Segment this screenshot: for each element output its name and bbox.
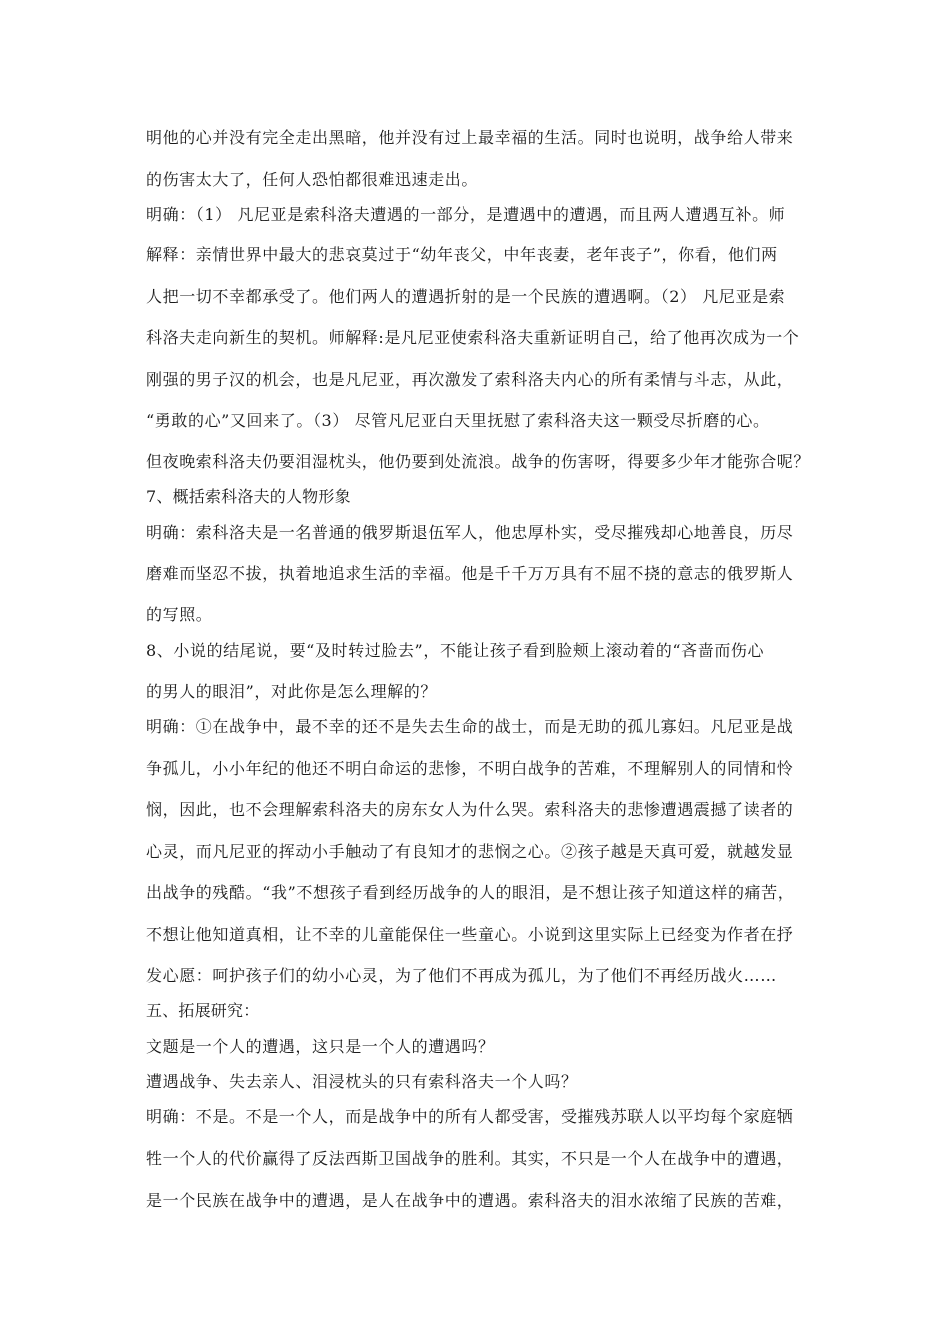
text-line: 出战争的残酷。“我”不想孩子看到经历战争的人的眼泪，是不想让孩子知道这样的痛苦，	[146, 883, 795, 902]
text-line: 遭遇战争、失去亲人、泪浸枕头的只有索科洛夫一个人吗？	[146, 1072, 578, 1091]
text-line: 人把一切不幸都承受了。他们两人的遭遇折射的是一个民族的遭遇啊。（2） 凡尼亚是索	[146, 287, 786, 306]
text-line: 是一个民族在战争中的遭遇，是人在战争中的遭遇。索科洛夫的泪水浓缩了民族的苦难，	[146, 1191, 794, 1210]
text-line: 科洛夫走向新生的契机。师解释:是凡尼亚使索科洛夫重新证明自己，给了他再次成为一个	[146, 328, 800, 347]
text-line: 但夜晚索科洛夫仍要泪湿枕头，他仍要到处流浪。战争的伤害呀，得要多少年才能弥合呢？	[146, 452, 811, 471]
section-heading: 7、概括索科洛夫的人物形象	[146, 487, 351, 506]
text-line: 的男人的眼泪”，对此你是怎么理解的？	[146, 682, 437, 701]
text-line: 文题是一个人的遭遇，这只是一个人的遭遇吗？	[146, 1037, 495, 1056]
text-line: “勇敢的心”又回来了。（3） 尽管凡尼亚白天里抚慰了索科洛夫这一颗受尽折磨的心。	[146, 411, 770, 430]
text-line: 磨难而坚忍不拔，执着地追求生活的幸福。他是千千万万具有不屈不挠的意志的俄罗斯人	[146, 564, 794, 583]
text-line: 争孤儿，小小年纪的他还不明白命运的悲惨，不明白战争的苦难，不理解别人的同情和怜	[146, 759, 794, 778]
text-line: 不想让他知道真相，让不幸的儿童能保住一些童心。小说到这里实际上已经变为作者在抒	[146, 925, 794, 944]
text-line: 明确：不是。不是一个人，而是战争中的所有人都受害，受摧残苏联人以平均每个家庭牺	[146, 1107, 794, 1126]
text-line: 的伤害太大了，任何人恐怕都很难迅速走出。	[146, 170, 479, 189]
text-line: 发心愿：呵护孩子们的幼小心灵，为了他们不再成为孤儿，为了他们不再经历战火……	[146, 966, 777, 985]
text-line: 悯，因此，也不会理解索科洛夫的房东女人为什么哭。索科洛夫的悲惨遭遇震撼了读者的	[146, 800, 794, 819]
text-line: 心灵，而凡尼亚的挥动小手触动了有良知才的悲悯之心。②孩子越是天真可爱，就越发显	[146, 842, 794, 861]
text-line: 刚强的男子汉的机会，也是凡尼亚，再次激发了索科洛夫内心的所有柔情与斗志，从此，	[146, 370, 794, 389]
text-line: 的写照。	[146, 605, 213, 624]
text-line: 牲一个人的代价赢得了反法西斯卫国战争的胜利。其实，不只是一个人在战争中的遭遇，	[146, 1149, 794, 1168]
text-line: 明确：①在战争中，最不幸的还不是失去生命的战士，而是无助的孤儿寡妇。凡尼亚是战	[146, 717, 794, 736]
section-heading: 五、拓展研究：	[146, 1001, 260, 1020]
section-heading: 8、小说的结尾说，要“及时转过脸去”，不能让孩子看到脸颊上滚动着的“吝啬而伤心	[146, 641, 765, 660]
text-line: 明他的心并没有完全走出黑暗，他并没有过上最幸福的生活。同时也说明，战争给人带来	[146, 128, 794, 147]
text-line: 明确：（1） 凡尼亚是索科洛夫遭遇的一部分，是遭遇中的遭遇，而且两人遭遇互补。师	[146, 205, 786, 224]
text-line: 明确：索科洛夫是一名普通的俄罗斯退伍军人，他忠厚朴实，受尽摧残却心地善良，历尽	[146, 523, 794, 542]
text-line: 解释：亲情世界中最大的悲哀莫过于“幼年丧父，中年丧妻，老年丧子”，你看，他们两	[146, 245, 778, 264]
